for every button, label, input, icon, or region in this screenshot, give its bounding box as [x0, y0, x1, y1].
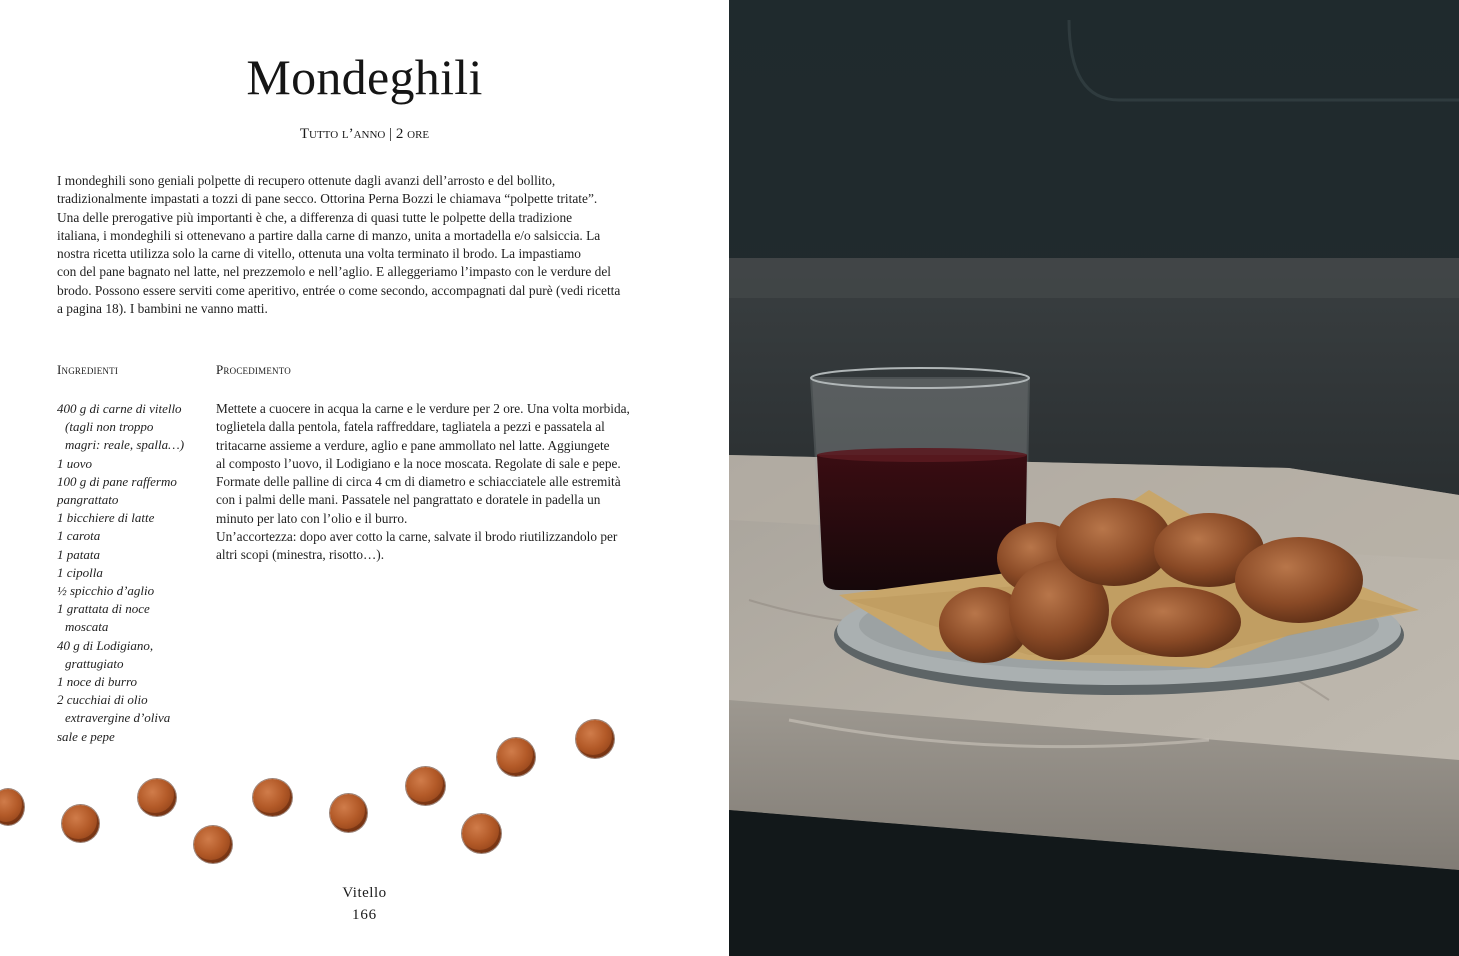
meatball-illustration: [330, 794, 367, 832]
ingredient-item: extravergine d’oliva: [65, 710, 171, 726]
procedure-heading: Procedimento: [216, 362, 291, 377]
ingredient-item: grattugiato: [65, 655, 124, 671]
procedure-line: al composto l’uovo, il Lodigiano e la noce moscata. Regolate di sale e pepe.: [216, 455, 621, 471]
ingredient-item: pangrattato: [57, 492, 119, 508]
ingredient-item: (tagli non troppo: [65, 419, 154, 435]
ingredients-heading: Ingredienti: [57, 362, 119, 377]
ingredient-item: sale e pepe: [57, 728, 115, 744]
ingredient-item: 100 g di pane raffermo: [57, 473, 177, 489]
meatball-illustration: [138, 779, 176, 816]
ingredient-item: 1 noce di burro: [57, 674, 138, 690]
intro-line: I mondeghili sono geniali polpette di recupero ottenute dagli avanzi dell’arrosto e del bollito,: [57, 173, 556, 188]
meatball-illustration: [497, 738, 535, 776]
left-page: [0, 0, 729, 956]
procedure-line: toglietela dalla pentola, fatela raffreddare, tagliatela a pezzi e passatela al: [216, 419, 605, 435]
ingredient-item: 1 uovo: [57, 455, 93, 471]
procedure-line: con i palmi delle mani. Passatele nel pangrattato e doratele in padella un: [216, 492, 601, 508]
intro-line: tradizionalmente impastati a tozzi di pane secco. Ottorina Perna Bozzi le chiamava “polpette tritate”.: [57, 191, 598, 207]
intro-line: brodo. Possono essere serviti come aperitivo, entrée o come secondo, accompagnati dal purè (vedi ricetta: [57, 282, 621, 298]
ingredient-item: 1 patata: [57, 546, 100, 562]
meatball-illustration: [253, 779, 292, 816]
procedure-line: Formate delle palline di circa 4 cm di diametro e schiacciatele alle estremità: [216, 474, 621, 490]
ingredient-item: 1 cipolla: [57, 564, 103, 580]
ingredient-item: 1 carota: [57, 528, 101, 544]
ingredient-item: 1 grattata di noce: [57, 601, 150, 617]
ingredient-item: 40 g di Lodigiano,: [57, 637, 154, 653]
ingredient-item: ½ spicchio d’aglio: [57, 583, 155, 599]
ingredient-item: moscata: [65, 619, 109, 635]
procedure-text: [216, 400, 676, 565]
meatball-illustration: [462, 814, 501, 853]
ingredient-item: 1 bicchiere di latte: [57, 510, 155, 526]
recipe-subtitle: Tutto l’anno | 2 ore: [299, 126, 430, 142]
meatball-illustration: [62, 805, 99, 842]
footer-section-name: Vitello: [342, 885, 387, 901]
procedure-line: altri scopi (minestra, risotto…).: [216, 547, 385, 563]
ingredients-list: [57, 400, 207, 746]
recipe-intro: [57, 172, 677, 318]
meatball-illustration: [0, 789, 24, 825]
intro-line: Una delle prerogative più importanti è che, a differenza di quasi tutte le polpette della tradizione: [57, 209, 573, 225]
procedure-line: Mettete a cuocere in acqua la carne e le verdure per 2 ore. Una volta morbida,: [216, 401, 630, 416]
food-photo: [729, 0, 1459, 956]
procedure-line: Un’accortezza: dopo aver cotto la carne, salvate il brodo riutilizzandolo per: [216, 529, 618, 545]
procedure-line: minuto per lato con l’olio e il burro.: [216, 510, 408, 526]
ingredient-item: 400 g di carne di vitello: [57, 401, 182, 416]
meatball-illustration: [194, 826, 232, 863]
intro-line: nostra ricetta utilizza solo la carne di vitello, ottenuta una volta terminato il brodo. La impastiamo: [57, 246, 581, 262]
intro-line: a pagina 18). I bambini ne vanno matti.: [57, 301, 268, 317]
procedure-line: tritacarne assieme a verdure, aglio e pane ammollato nel latte. Aggiungete: [216, 437, 610, 453]
recipe-title: Mondeghili: [246, 49, 483, 105]
meatball-illustration: [406, 767, 445, 805]
page-number: 166: [352, 907, 377, 923]
intro-line: con del pane bagnato nel latte, nel prezzemolo e nell’aglio. E alleggeriamo l’impasto con le verdure del: [57, 264, 611, 280]
food-photo-illustration: [729, 0, 1459, 956]
intro-line: italiana, i mondeghili si ottenevano a partire dalla carne di manzo, unita a mortadella e/o salsiccia. La: [57, 227, 601, 243]
ingredient-item: 2 cucchiai di olio: [57, 692, 148, 708]
ingredient-item: magri: reale, spalla…): [65, 437, 185, 453]
meatball-illustration: [576, 720, 614, 758]
